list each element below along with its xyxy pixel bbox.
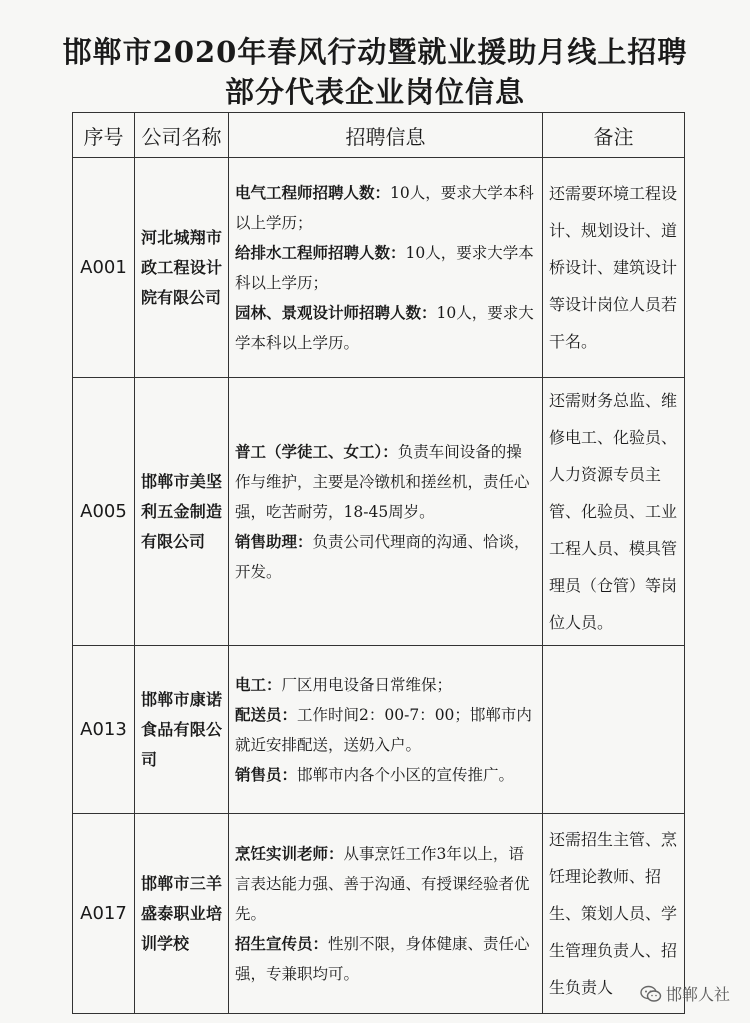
row-company: 河北城翔市政工程设计院有限公司 [135,158,229,378]
job-entry [235,178,536,238]
title-line-1: 邯郸市2020年春风行动暨就业援助月线上招聘 [62,35,688,69]
job-entry [235,527,536,587]
header-no: 序号 [73,113,135,158]
table-row [73,646,685,814]
job-title: 电气工程师招聘人数： [235,182,391,202]
job-title: 销售员： [235,764,298,784]
job-title: 园林、景观设计师招聘人数： [235,302,437,322]
table-row [73,378,685,646]
row-no: A017 [73,814,135,1014]
table-row [73,814,685,1014]
header-info: 招聘信息 [229,113,543,158]
job-entry [235,437,536,527]
job-entry [235,670,536,700]
recruitment-table [72,112,685,1014]
row-no: A005 [73,378,135,646]
job-title: 电工： [235,674,282,694]
job-desc: 工作时间2：00-7：00；邯郸市内就近安排配送，送奶入户。 [235,705,532,754]
job-desc: 10人，要求大学本科以上学历； [235,243,534,292]
row-company: 邯郸市康诺食品有限公司 [135,646,229,814]
job-entry [235,298,536,358]
header-remark: 备注 [543,113,685,158]
job-entry [235,839,536,929]
job-title: 烹饪实训老师： [235,843,344,863]
row-remark: 还需招生主管、烹饪理论教师、招生、策划人员、学生管理负责人、招生负责人 [543,814,685,1014]
job-desc: 厂区用电设备日常维保； [281,675,453,694]
row-no: A001 [73,158,135,378]
job-title: 普工（学徒工、女工）： [235,441,398,461]
table-header-row [73,113,685,158]
row-company: 邯郸市三羊盛泰职业培训学校 [135,814,229,1014]
job-title: 销售助理： [235,531,313,551]
job-desc: 邯郸市内各个小区的宣传推广。 [297,765,515,784]
job-title: 给排水工程师招聘人数： [235,242,406,262]
row-info [229,158,543,378]
account-watermark [640,982,730,1005]
row-info [229,646,543,814]
title-line-2: 部分代表企业岗位信息 [224,75,525,109]
job-entry [235,238,536,298]
row-company: 邯郸市美坚利五金制造有限公司 [135,378,229,646]
wechat-icon [640,985,662,1003]
row-no: A013 [73,646,135,814]
page-title [0,32,750,112]
job-title: 配送员： [235,704,298,724]
job-desc: 10人，要求大学本科以上学历； [235,183,534,232]
row-info [229,378,543,646]
job-desc: 负责车间设备的操作与维护，主要是冷镦机和搓丝机，责任心强，吃苦耐劳，18-45周岁。 [235,442,530,521]
job-title: 招生宣传员： [235,933,329,953]
job-entry [235,700,536,760]
job-desc: 从事烹饪工作3年以上，语言表达能力强、善于沟通、有授课经验者优先。 [235,844,530,923]
job-desc: 10人，要求大学本科以上学历。 [235,303,534,352]
watermark-text: 邯郸人社 [665,985,730,1004]
row-info [229,814,543,1014]
job-entry [235,760,536,790]
header-company: 公司名称 [135,113,229,158]
row-remark: 还需财务总监、维修电工、化验员、人力资源专员主管、化验员、工业工程人员、模具管理员（仓管）等岗位人员。 [543,378,685,646]
job-entry [235,929,536,989]
job-desc: 负责公司代理商的沟通、恰谈，开发。 [235,532,530,581]
table-row [73,158,685,378]
row-remark [543,646,685,814]
job-desc: 性别不限，身体健康、责任心强，专兼职均可。 [235,934,530,983]
row-remark: 还需要环境工程设计、规划设计、道桥设计、建筑设计等设计岗位人员若干名。 [543,158,685,378]
